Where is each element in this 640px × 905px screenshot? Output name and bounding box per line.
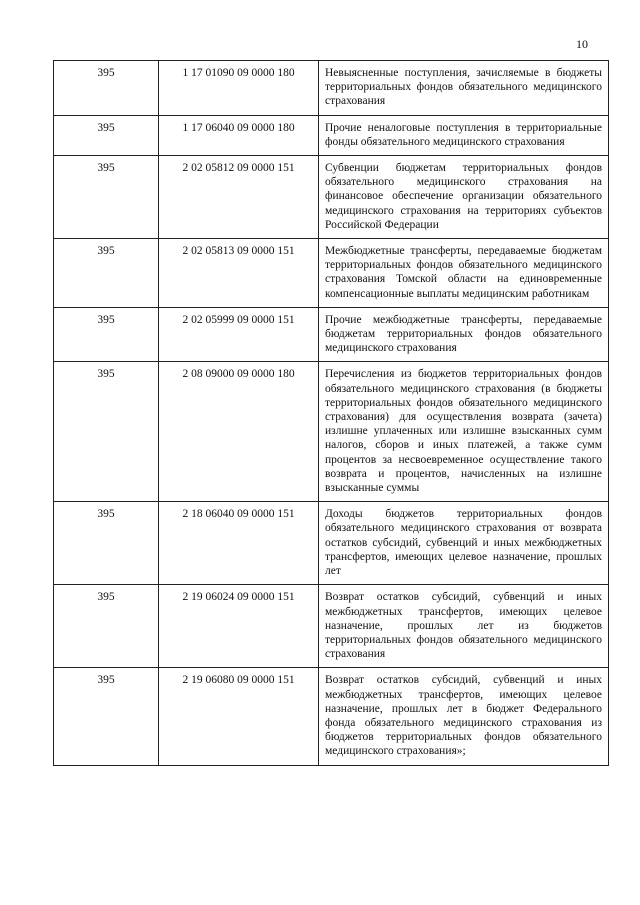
table-row [54, 61, 609, 116]
admin-code-cell: 395 [54, 156, 159, 239]
revenue-name-cell: Возврат остатков субсидий, субвенций и иных межбюджетных трансфертов, имеющих целевое назначение, прошлых лет в бюджет Федерального фонда обязательного медицинского страхования из бюджетов территориальных фондов обязательного медицинского страхования»; [319, 668, 609, 765]
table-row [54, 362, 609, 502]
revenue-name-cell: Невыясненные поступления, зачисляемые в бюджеты территориальных фондов обязательного медицинского страхования [319, 61, 609, 116]
admin-code-cell: 395 [54, 668, 159, 765]
revenue-name-cell: Прочие межбюджетные трансферты, передаваемые бюджетам территориальных фондов обязательного медицинского страхования [319, 307, 609, 362]
revenue-code-cell: 2 02 05812 09 0000 151 [159, 156, 319, 239]
admin-code-cell: 395 [54, 115, 159, 155]
revenue-code-cell: 2 08 09000 09 0000 180 [159, 362, 319, 502]
page-number: 10 [576, 37, 588, 51]
revenue-name-cell: Доходы бюджетов территориальных фондов обязательного медицинского страхования от возврата остатков субсидий, субвенций и иных межбюджетных трансфертов, имеющих целевое назначение, прошлых лет [319, 502, 609, 585]
table-row [54, 115, 609, 155]
admin-code-cell: 395 [54, 307, 159, 362]
revenue-name-cell: Субвенции бюджетам территориальных фондов обязательного медицинского страхования на финансовое обеспечение организации обязательного медицинского страхования на территориях субъектов Российской Федерации [319, 156, 609, 239]
table-row [54, 668, 609, 765]
table-row [54, 585, 609, 668]
revenue-code-cell: 2 19 06024 09 0000 151 [159, 585, 319, 668]
revenue-codes-table [53, 60, 609, 766]
revenue-code-cell: 2 02 05813 09 0000 151 [159, 239, 319, 308]
revenue-name-cell: Возврат остатков субсидий, субвенций и иных межбюджетных трансфертов, имеющих целевое назначение, прошлых лет из бюджетов территориальных фондов обязательного медицинского страхования [319, 585, 609, 668]
table-row [54, 239, 609, 308]
revenue-name-cell: Межбюджетные трансферты, передаваемые бюджетам территориальных фондов обязательного медицинского страхования Томской области на единовременные компенсационные выплаты медицинским работникам [319, 239, 609, 308]
revenue-code-cell: 2 02 05999 09 0000 151 [159, 307, 319, 362]
table-row [54, 502, 609, 585]
table-row [54, 156, 609, 239]
admin-code-cell: 395 [54, 585, 159, 668]
admin-code-cell: 395 [54, 502, 159, 585]
admin-code-cell: 395 [54, 362, 159, 502]
revenue-name-cell: Перечисления из бюджетов территориальных фондов обязательного медицинского страхования (в бюджеты территориальных фондов обязательного медицинского страхования) для осуществления возврата (зачета) излишне уплаченных или излишне взысканных сумм налогов, сборов и иных платежей, а также сумм процентов за несвоевременное осуществление такого возврата и процентов, начисленных на излишне взысканные суммы [319, 362, 609, 502]
revenue-code-cell: 1 17 06040 09 0000 180 [159, 115, 319, 155]
admin-code-cell: 395 [54, 61, 159, 116]
admin-code-cell: 395 [54, 239, 159, 308]
revenue-code-cell: 1 17 01090 09 0000 180 [159, 61, 319, 116]
revenue-code-cell: 2 18 06040 09 0000 151 [159, 502, 319, 585]
table-row [54, 307, 609, 362]
revenue-code-cell: 2 19 06080 09 0000 151 [159, 668, 319, 765]
revenue-name-cell: Прочие неналоговые поступления в территориальные фонды обязательного медицинского страхования [319, 115, 609, 155]
